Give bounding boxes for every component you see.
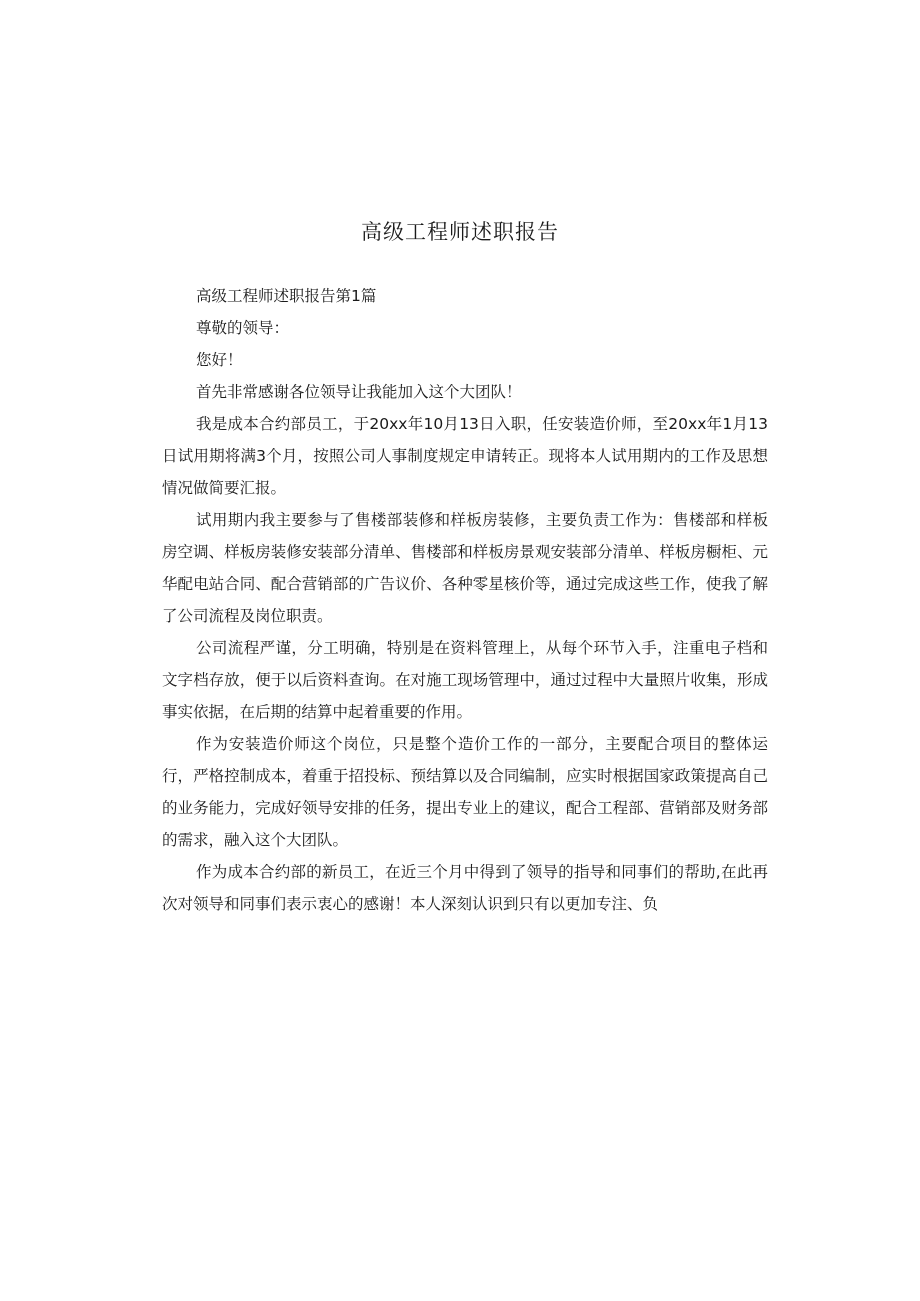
paragraph-greeting: 您好！ <box>196 351 243 369</box>
paragraph-section-heading: 高级工程师述职报告第1篇 <box>196 287 377 305</box>
paragraph-salutation: 尊敬的领导： <box>196 319 290 337</box>
paragraph-company-process: 公司流程严谨，分工明确，特别是在资料管理上，从每个环节入手，注重电子档和文字档存放，便于以后资料查询。在对施工现场管理中，通过过程中大量照片收集，形成事实依据，在后期的结算中起着重要的作用。 <box>162 639 768 721</box>
paragraph-role-description: 作为安装造价师这个岗位，只是整个造价工作的一部分，主要配合项目的整体运行，严格控制成本，着重于招投标、预结算以及合同编制，应实时根据国家政策提高自己的业务能力，完成好领导安排的任务，提出专业上的建议，配合工程部、营销部及财务部的需求，融入这个大团队。 <box>162 735 768 849</box>
document-body <box>162 280 768 920</box>
paragraph-gratitude: 作为成本合约部的新员工，在近三个月中得到了领导的指导和同事们的帮助,在此再次对领导和同事们表示衷心的感谢！本人深刻认识到只有以更加专注、负 <box>162 863 768 913</box>
document-title: 高级工程师述职报告 <box>361 220 559 244</box>
paragraph-thanks: 首先非常感谢各位领导让我能加入这个大团队！ <box>196 383 522 401</box>
paragraph-introduction: 我是成本合约部员工，于20xx年10月13日入职，任安装造价师，至20xx年1月13日试用期将满3个月，按照公司人事制度规定申请转正。现将本人试用期内的工作及思想情况做简要汇报。 <box>162 415 768 497</box>
paragraph-probation-work: 试用期内我主要参与了售楼部装修和样板房装修，主要负责工作为：售楼部和样板房空调、样板房装修安装部分清单、售楼部和样板房景观安装部分清单、样板房橱柜、元华配电站合同、配合营销部的广告议价、各种零星核价等，通过完成这些工作，使我了解了公司流程及岗位职责。 <box>162 511 768 625</box>
